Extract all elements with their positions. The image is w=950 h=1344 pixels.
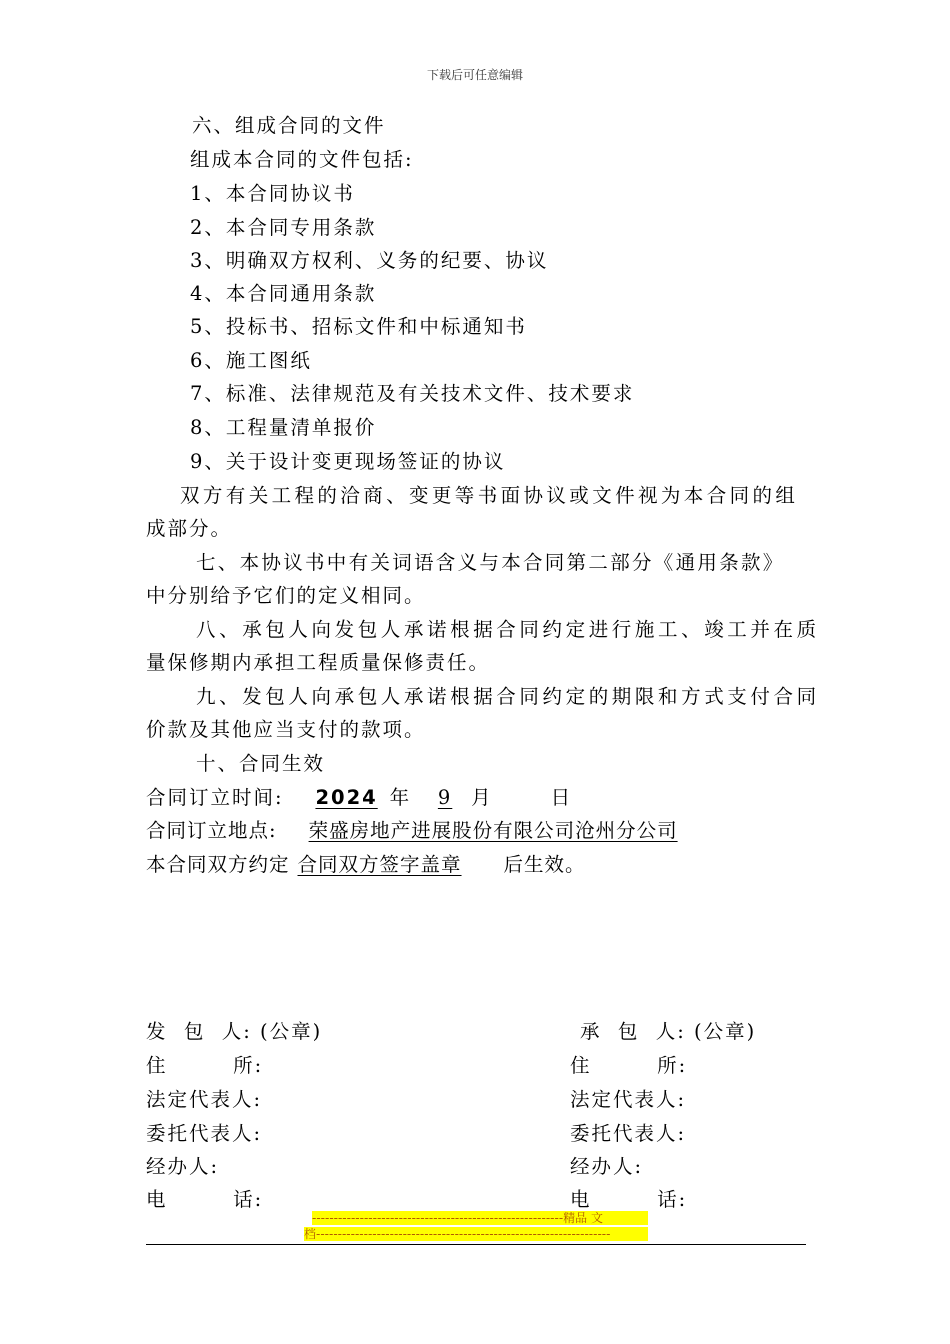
party-b-address: 住 所: bbox=[570, 1054, 688, 1077]
section6-paragraph-line2: 成部分。 bbox=[146, 517, 233, 540]
party-a-agent: 委托代表人: bbox=[146, 1122, 263, 1145]
party-b-handler: 经办人: bbox=[570, 1155, 644, 1178]
list-item: 1、本合同协议书 bbox=[190, 182, 355, 205]
contract-effect-prefix: 本合同双方约定 bbox=[146, 853, 290, 876]
year-unit: 年 bbox=[389, 786, 412, 809]
section8-line1: 八、承包人向发包人承诺根据合同约定进行施工、竣工并在质 bbox=[196, 618, 820, 641]
list-item: 3、明确双方权利、义务的纪要、协议 bbox=[190, 249, 549, 272]
section9-line2: 价款及其他应当支付的款项。 bbox=[146, 718, 426, 741]
contract-effect-value: 合同双方签字盖章 bbox=[297, 853, 462, 876]
contract-month: 9 bbox=[437, 786, 453, 809]
party-b-legal-rep: 法定代表人: bbox=[570, 1088, 687, 1111]
party-a-address: 住 所: bbox=[146, 1054, 264, 1077]
contract-time-label: 合同订立时间: bbox=[146, 786, 284, 809]
section6-paragraph-line1: 双方有关工程的洽商、变更等书面协议或文件视为本合同的组 bbox=[180, 484, 799, 507]
list-item: 7、标准、法律规范及有关技术文件、技术要求 bbox=[190, 382, 635, 405]
party-b-label: 承 包 人: (公章) bbox=[580, 1020, 757, 1043]
party-a-legal-rep: 法定代表人: bbox=[146, 1088, 263, 1111]
list-item: 9、关于设计变更现场签证的协议 bbox=[190, 450, 506, 473]
section6-title: 六、组成合同的文件 bbox=[192, 114, 386, 137]
section7-line1: 七、本协议书中有关词语含义与本合同第二部分《通用条款》 bbox=[196, 551, 785, 574]
contract-place-row bbox=[146, 817, 806, 845]
footer-rule bbox=[146, 1244, 806, 1245]
footer-watermark-line2: 档-------------------------------------------------------------------- bbox=[304, 1227, 648, 1241]
contract-place-label: 合同订立地点: bbox=[146, 819, 277, 842]
contract-year: 2024 bbox=[315, 786, 378, 809]
contract-time-row bbox=[146, 784, 806, 812]
list-item: 4、本合同通用条款 bbox=[190, 282, 377, 305]
party-a-handler: 经办人: bbox=[146, 1155, 220, 1178]
section6-intro: 组成本合同的文件包括: bbox=[190, 148, 414, 171]
month-unit: 月 bbox=[471, 786, 493, 809]
section7-line2: 中分别给予它们的定义相同。 bbox=[146, 584, 426, 607]
day-unit: 日 bbox=[550, 786, 573, 809]
section9-line1: 九、发包人向承包人承诺根据合同约定的期限和方式支付合同 bbox=[196, 685, 820, 708]
party-a-label: 发 包 人: (公章) bbox=[146, 1020, 323, 1043]
section8-line2: 量保修期内承担工程质量保修责任。 bbox=[146, 651, 491, 674]
list-item: 6、施工图纸 bbox=[190, 349, 312, 372]
list-item: 2、本合同专用条款 bbox=[190, 216, 377, 239]
list-item: 5、投标书、招标文件和中标通知书 bbox=[190, 315, 527, 338]
party-b-agent: 委托代表人: bbox=[570, 1122, 687, 1145]
contract-effect-row bbox=[146, 851, 806, 879]
page-header: 下载后可任意编辑 bbox=[426, 68, 523, 82]
contract-effect-suffix: 后生效。 bbox=[503, 853, 586, 876]
contract-place: 荣盛房地产进展股份有限公司沧州分公司 bbox=[308, 819, 678, 842]
party-b-phone: 电 话: bbox=[570, 1188, 688, 1211]
list-item: 8、工程量清单报价 bbox=[190, 416, 377, 439]
footer-watermark-line1: ----------------------------------------------------------精品 文 bbox=[312, 1211, 648, 1225]
section10-title: 十、合同生效 bbox=[196, 752, 326, 775]
party-a-phone: 电 话: bbox=[146, 1188, 264, 1211]
